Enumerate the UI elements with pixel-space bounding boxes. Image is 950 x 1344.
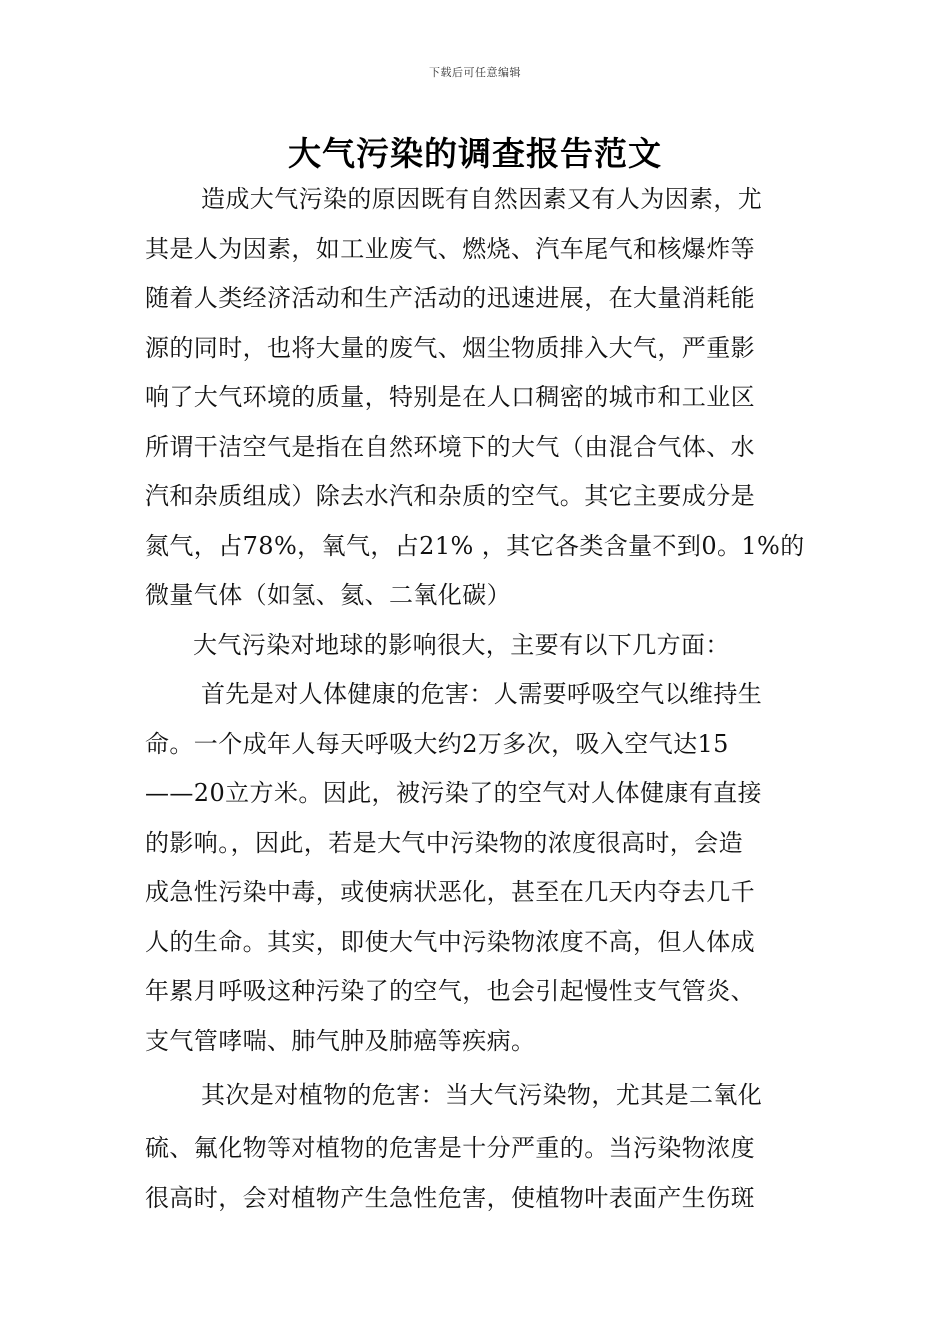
paragraph-line: 年累月呼吸这种污染了的空气，也会引起慢性支气管炎、 [145,977,755,1005]
paragraph-line: 其次是对植物的危害：当大气污染物，尤其是二氧化 [201,1081,763,1109]
paragraph-line: 微量气体（如氢、氦、二氧化碳） [145,581,511,609]
paragraph-line: 造成大气污染的原因既有自然因素又有人为因素，尤 [201,185,763,213]
paragraph-line: 支气管哮喘、肺气肿及肺癌等疾病。 [145,1026,536,1055]
header-note: 下载后可任意编辑 [429,66,521,79]
paragraph-line: 的影响。，因此，若是大气中污染物的浓度很高时，会造 [145,828,743,857]
paragraph-line: 其是人为因素，如工业废气、燃烧、汽车尾气和核爆炸等 [145,234,755,263]
paragraph-line: ——20立方米。因此，被污染了的空气对人体健康有直接 [145,779,762,807]
paragraph-line: 氮气，占78%，氧气，占21% ，其它各类含量不到0。1%的 [145,531,805,560]
paragraph-line: 首先是对人体健康的危害：人需要呼吸空气以维持生 [201,680,763,708]
paragraph-line: 成急性污染中毒，或使病状恶化，甚至在几天内夺去几千 [145,878,755,906]
paragraph-line: 随着人类经济活动和生产活动的迅速进展，在大量消耗能 [145,284,755,312]
document-body [145,175,807,1223]
paragraph-line: 大气污染对地球的影响很大，主要有以下几方面： [193,630,730,659]
page-title: 大气污染的调查报告范文 [288,134,662,173]
paragraph-line: 命。一个成年人每天呼吸大约2万多次，吸入空气达15 [145,729,729,758]
paragraph-line: 汽和杂质组成）除去水汽和杂质的空气。其它主要成分是 [145,482,755,510]
paragraph-line: 所谓干洁空气是指在自然环境下的大气（由混合气体、水 [145,432,755,461]
paragraph-line: 响了大气环境的质量，特别是在人口稠密的城市和工业区 [145,383,755,411]
paragraph-line: 人的生命。其实，即使大气中污染物浓度不高，但人体成 [145,927,755,956]
paragraph-line: 很高时，会对植物产生急性危害，使植物叶表面产生伤斑 [145,1183,755,1212]
paragraph-line: 硫、氟化物等对植物的危害是十分严重的。当污染物浓度 [145,1134,755,1162]
paragraph-line: 源的同时，也将大量的废气、烟尘物质排入大气，严重影 [145,333,755,362]
